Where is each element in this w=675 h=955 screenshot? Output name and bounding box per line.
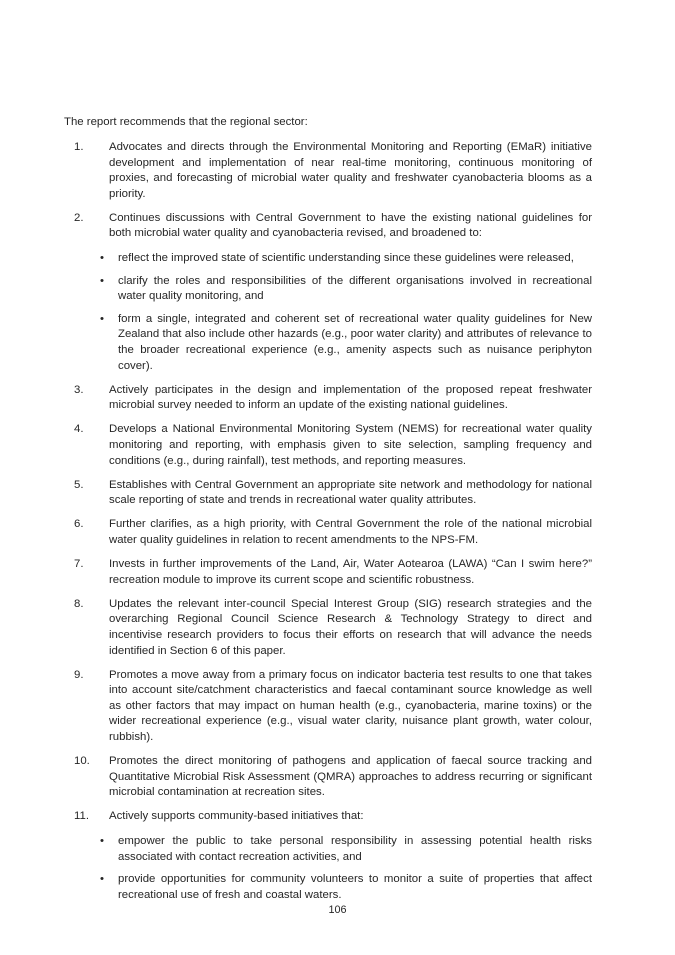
recommendations-list [64, 140, 592, 912]
item-text: Promotes a move away from a primary focus on indicator bacteria test results to one that takes into account site/catchment characteristics and faecal contaminant source knowledge as well as other factors that may impact on human health (e.g., cyanobacteria, marine toxins) or the wider recreational experience (e.g., visual water clarity, nuisance plant growth, water colour, rubbish). [109, 668, 592, 743]
item-number: 9. [74, 668, 84, 681]
sub-bullet-text: empower the public to take personal responsibility in assessing potential health risks associated with contact recreation activities, and [118, 834, 592, 863]
recommendation-item [64, 422, 592, 469]
item-number: 6. [74, 518, 84, 531]
recommendation-item [64, 754, 592, 801]
item-number: 7. [74, 558, 84, 571]
sub-bullet-list [100, 251, 592, 374]
page-number: 106 [328, 904, 347, 916]
sub-bullet-item [100, 872, 592, 903]
item-number: 10. [74, 755, 90, 768]
item-number: 11. [74, 810, 89, 823]
item-text: Continues discussions with Central Government to have the existing national guidelines for both microbial water quality and cyanobacteria revised, and broadened to: [109, 211, 592, 240]
item-text: Invests in further improvements of the Land, Air, Water Aotearoa (LAWA) “Can I swim here?” recreation module to improve its current scope and scientific robustness. [109, 558, 592, 586]
item-text: Updates the relevant inter-council Special Interest Group (SIG) research strategies and the overarching Regional Council Science Research & Technology Strategy to direct and incentivise research providers to focus their efforts on research that will advance the needs identified in Section 6 of this paper. [109, 597, 592, 657]
recommendation-item [64, 383, 592, 414]
sub-bullet-item [100, 312, 592, 374]
item-number: 5. [74, 478, 84, 491]
item-number: 4. [74, 423, 84, 436]
intro-text: The report recommends that the regional sector: [64, 116, 308, 128]
bullet-dot: • [100, 274, 104, 287]
sub-bullet-text: form a single, integrated and coherent set of recreational water quality guidelines for New Zealand that also include other hazards (e.g., poor water clarity) and attributes of relevance to the broader recreational experience (e.g., amenity aspects such as nuisance periphyton cover). [118, 312, 592, 372]
recommendation-item [64, 809, 592, 903]
item-number: 2. [74, 211, 84, 224]
recommendation-item [64, 211, 592, 374]
sub-bullet-text: provide opportunities for community volunteers to monitor a suite of properties that affect recreational use of fresh and coastal waters. [118, 873, 592, 901]
sub-bullet-list [100, 834, 592, 903]
item-text: Establishes with Central Government an appropriate site network and methodology for national scale reporting of state and trends in recreational water quality attributes. [109, 478, 592, 507]
item-number: 8. [74, 597, 84, 610]
bullet-dot: • [100, 873, 104, 886]
recommendation-item [64, 557, 592, 588]
sub-bullet-text: clarify the roles and responsibilities of the different organisations involved in recreational water quality monitoring, and [118, 274, 592, 303]
item-text: Further clarifies, as a high priority, with Central Government the role of the national microbial water quality guidelines in relation to recent amendments to the NPS-FM. [109, 518, 592, 546]
recommendation-item [64, 668, 592, 746]
sub-bullet-item [100, 274, 592, 305]
recommendation-item [64, 597, 592, 659]
sub-bullet-item [100, 834, 592, 865]
item-number: 1. [74, 141, 84, 153]
item-text: Promotes the direct monitoring of pathogens and application of faecal source tracking and Quantitative Microbial Risk Assessment (QMRA) approaches to address recurring or significant microbial contamination at recreation sites. [109, 755, 592, 799]
item-number: 3. [74, 383, 84, 396]
recommendation-item [64, 517, 592, 548]
recommendation-item [64, 140, 592, 202]
bullet-dot: • [100, 252, 104, 265]
item-text: Advocates and directs through the Environmental Monitoring and Reporting (EMaR) initiative development and implementation of near real-time monitoring, continuous monitoring of proxies, and forecasting of microbial water quality and freshwater cyanobacteria blooms as a priority. [109, 141, 592, 200]
item-text: Actively participates in the design and implementation of the proposed repeat freshwater microbial survey needed to inform an update of the existing national guidelines. [109, 383, 592, 412]
bullet-dot: • [100, 312, 104, 325]
sub-bullet-item [100, 251, 592, 267]
recommendation-item [64, 478, 592, 509]
item-text: Develops a National Environmental Monitoring System (NEMS) for recreational water quality monitoring and reporting, with emphasis given to site selection, sampling frequency and conditions (e.g., during rainfall), test methods, and reporting measures. [109, 423, 592, 467]
bullet-dot: • [100, 834, 104, 847]
sub-bullet-text: reflect the improved state of scientific understanding since these guidelines were released, [118, 252, 574, 265]
item-text: Actively supports community-based initiatives that: [109, 810, 364, 823]
